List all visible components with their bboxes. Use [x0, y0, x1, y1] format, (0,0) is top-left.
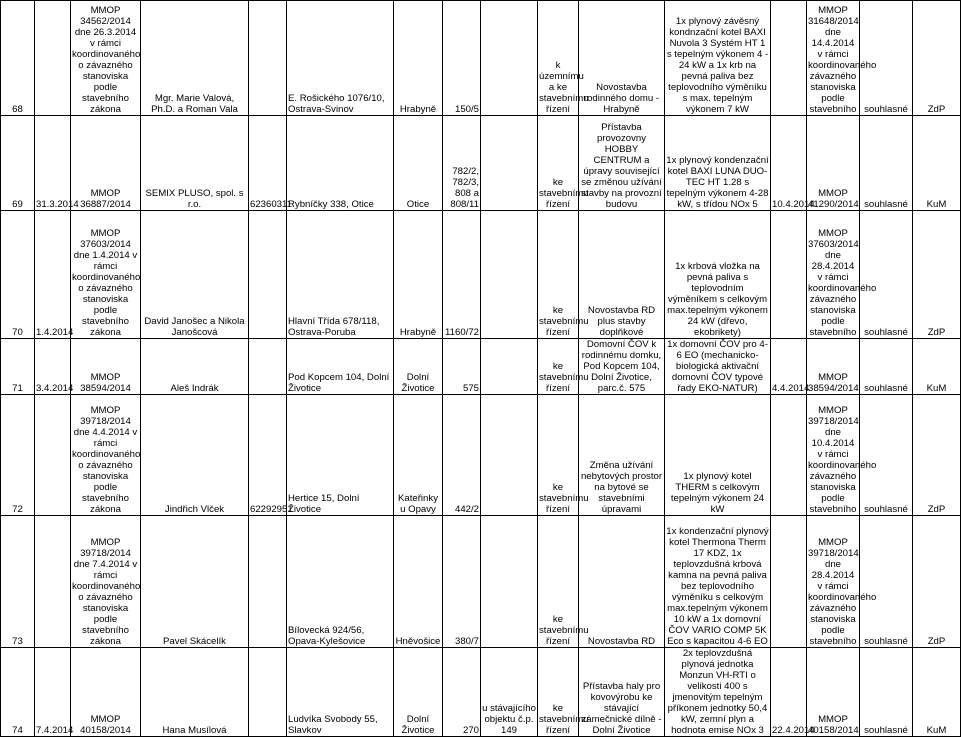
applicant-address-cell: Pod Kopcem 104, Dolní Životice	[287, 339, 394, 395]
document-number-cell: MMOP 36887/2014	[71, 116, 141, 211]
applicant-address-cell: Hlavní Třída 678/118, Ostrava-Poruba	[287, 211, 394, 339]
source-equipment-cell: 1x kondenzační plynový kotel Thermona Therm 17 KDZ, 1x teplovzdušná krbová kamna na pevná paliva bez teplovodního výměníku s celkovým max.tepelným výkonem 10 kW a 1x domovní ČOV VARIO COMP 5K Eco s kapacitou 4-6 EO	[665, 516, 771, 648]
row-number-cell: 69	[1, 116, 35, 211]
parcel-note-cell	[481, 116, 538, 211]
decision-status-cell: souhlasné	[860, 211, 913, 339]
parcel-number-cell: 150/5	[443, 1, 481, 116]
document-number-cell: MMOP 38594/2014	[71, 339, 141, 395]
procedure-type-cell: ke stavebnímu řízení	[538, 516, 579, 648]
document-number-cell: MMOP 37603/2014 dne 1.4.2014 v rámci koordinovaného o závazného stanoviska podle stavebního zákona	[71, 211, 141, 339]
applicant-address-cell: Ludvíka Svobody 55, Slavkov	[287, 648, 394, 737]
row-number-cell: 72	[1, 395, 35, 516]
document-number-cell: MMOP 39718/2014 dne 4.4.2014 v rámci koordinovaného o závazného stanoviska podle stavebního zákona	[71, 395, 141, 516]
source-equipment-cell: 2x teplovzdušná plynová jednotka Monzun VH-RTI o velikosti 400 s jmenovitým tepelným příkonem jednotky 50,4 kW, zemní plyn a hodnota emise NOx 3	[665, 648, 771, 737]
parcel-number-cell: 575	[443, 339, 481, 395]
statement-document-cell: MMOP 31648/2014 dne 14.4.2014 v rámci koordinovaného závazného stanoviska podle stavebního	[807, 1, 860, 116]
registration-date-cell: 7.4.2014	[35, 648, 71, 737]
source-equipment-cell: 1x plynový závěsný kondnzační kotel BAXI Nuvola 3 Systém HT 1 s tepelným výkonem 4 - 24 kW a 1x krb na pevná paliva bez teplovodního výměníku s max. tepelným výkonem 7 kW	[665, 1, 771, 116]
statement-date-cell: 22.4.2014	[771, 648, 807, 737]
cadastral-area-cell: Hrabyně	[394, 1, 443, 116]
construction-subject-cell: Přístavba provozovny HOBBY CENTRUM a úpravy související se změnou užívání stavby na provozní budovu	[579, 116, 665, 211]
table-row	[1, 516, 961, 648]
parcel-note-cell	[481, 211, 538, 339]
cadastral-area-cell: Otice	[394, 116, 443, 211]
procedure-type-cell: ke stavebnímu řízení	[538, 648, 579, 737]
procedure-type-cell: ke stavebnímu řízení	[538, 116, 579, 211]
registration-date-cell	[35, 395, 71, 516]
applicant-id-cell	[249, 516, 287, 648]
procedure-type-cell: ke stavebnímu řízení	[538, 339, 579, 395]
row-number-cell: 73	[1, 516, 35, 648]
department-code-cell: KuM	[913, 648, 961, 737]
row-number-cell: 68	[1, 1, 35, 116]
table-row	[1, 395, 961, 516]
document-number-cell: MMOP 40158/2014	[71, 648, 141, 737]
cadastral-area-cell: Hněvošice	[394, 516, 443, 648]
applicant-id-cell	[249, 211, 287, 339]
table-row	[1, 1, 961, 116]
table-row	[1, 339, 961, 395]
statement-document-cell: MMOP 39718/2014 dne 10.4.2014 v rámci koordinovaného závazného stanoviska podle stavebního	[807, 395, 860, 516]
applicant-address-cell: Bílovecká 924/56, Opava-Kylešovice	[287, 516, 394, 648]
parcel-number-cell: 380/7	[443, 516, 481, 648]
parcel-number-cell: 782/2, 782/3, 808 a 808/11	[443, 116, 481, 211]
department-code-cell: KuM	[913, 339, 961, 395]
parcel-note-cell: u stávajícího objektu č.p. 149	[481, 648, 538, 737]
department-code-cell: ZdP	[913, 211, 961, 339]
statement-document-cell: MMOP 40158/2014	[807, 648, 860, 737]
source-equipment-cell: 1x plynový kondenzační kotel BAXI LUNA DUO-TEC HT 1.28 s tepelným výkonem 4-28 kW, s třídou NOx 5	[665, 116, 771, 211]
parcel-number-cell: 1160/72	[443, 211, 481, 339]
decision-status-cell: souhlasné	[860, 339, 913, 395]
row-number-cell: 70	[1, 211, 35, 339]
construction-subject-cell: Novostavba RD	[579, 516, 665, 648]
register-body	[1, 1, 961, 737]
statement-document-cell: MMOP 38594/2014	[807, 339, 860, 395]
source-equipment-cell: 1x plynový kotel THERM s celkovým tepelným výkonem 24 kW	[665, 395, 771, 516]
source-equipment-cell: 1x domovní ČOV pro 4-6 EO (mechanicko-biologická aktivační domovní ČOV typové řady EKO-NATUR)	[665, 339, 771, 395]
statement-document-cell: MMOP 37603/2014 dne 28.4.2014 v rámci koordinovaného závazného stanoviska podle stavebního	[807, 211, 860, 339]
cadastral-area-cell: Dolní Životice	[394, 339, 443, 395]
applicant-id-cell	[249, 648, 287, 737]
applicant-name-cell: David Janošec a Nikola Janošcová	[141, 211, 249, 339]
construction-subject-cell: Novostavba RD plus stavby doplňkové	[579, 211, 665, 339]
applicant-address-cell: Rybníčky 338, Otice	[287, 116, 394, 211]
applicant-name-cell: SEMIX PLUSO, spol. s r.o.	[141, 116, 249, 211]
table-row	[1, 116, 961, 211]
department-code-cell: ZdP	[913, 395, 961, 516]
row-number-cell: 74	[1, 648, 35, 737]
applicant-name-cell: Mgr. Marie Valová, Ph.D. a Roman Vala	[141, 1, 249, 116]
construction-subject-cell: Přístavba haly pro kovovýrobu ke stávající zámečnické dílně - Dolní Životice	[579, 648, 665, 737]
registration-date-cell: 3.4.2014	[35, 339, 71, 395]
statement-document-cell: MMOP 39718/2014 dne 28.4.2014 v rámci koordinovaného závazného stanoviska podle stavebního	[807, 516, 860, 648]
decision-status-cell: souhlasné	[860, 516, 913, 648]
applicant-address-cell: Hertice 15, Dolní Životice	[287, 395, 394, 516]
department-code-cell: KuM	[913, 116, 961, 211]
cadastral-area-cell: Kateřinky u Opavy	[394, 395, 443, 516]
applicant-id-cell: 62292951	[249, 395, 287, 516]
department-code-cell: ZdP	[913, 516, 961, 648]
table-row	[1, 648, 961, 737]
statement-date-cell	[771, 211, 807, 339]
parcel-note-cell	[481, 395, 538, 516]
applicant-id-cell: 62360311	[249, 116, 287, 211]
decision-status-cell: souhlasné	[860, 648, 913, 737]
applicant-id-cell	[249, 339, 287, 395]
applicant-address-cell: E. Rošického 1076/10, Ostrava-Svinov	[287, 1, 394, 116]
parcel-note-cell	[481, 339, 538, 395]
registration-date-cell	[35, 516, 71, 648]
cadastral-area-cell: Hrabyně	[394, 211, 443, 339]
registration-date-cell: 31.3.2014	[35, 116, 71, 211]
decision-status-cell: souhlasné	[860, 1, 913, 116]
department-code-cell: ZdP	[913, 1, 961, 116]
document-number-cell: MMOP 34562/2014 dne 26.3.2014 v rámci koordinovaného o závazného stanoviska podle stavebního zákona	[71, 1, 141, 116]
registration-date-cell	[35, 1, 71, 116]
statement-date-cell: 10.4.2014	[771, 116, 807, 211]
source-equipment-cell: 1x krbová vložka na pevná paliva s teplovodním výměníkem s celkovým max.tepelným výkonem 24 kW (dřevo, ekobrikety)	[665, 211, 771, 339]
cadastral-area-cell: Dolní Životice	[394, 648, 443, 737]
parcel-note-cell	[481, 1, 538, 116]
procedure-type-cell: ke stavebnímu řízení	[538, 395, 579, 516]
construction-subject-cell: Domovní ČOV k rodinnému domku, Pod Kopcem 104, Dolní Životice, parc.č. 575	[579, 339, 665, 395]
parcel-number-cell: 270	[443, 648, 481, 737]
construction-subject-cell: Změna užívání nebytových prostor na bytové se stavebními úpravami	[579, 395, 665, 516]
decision-status-cell: souhlasné	[860, 395, 913, 516]
applicant-id-cell	[249, 1, 287, 116]
decision-status-cell: souhlasné	[860, 116, 913, 211]
applicant-name-cell: Aleš Indrák	[141, 339, 249, 395]
table-row	[1, 211, 961, 339]
procedure-type-cell: ke stavebnímu řízení	[538, 211, 579, 339]
parcel-note-cell	[481, 516, 538, 648]
statement-date-cell	[771, 516, 807, 648]
registration-date-cell: 1.4.2014	[35, 211, 71, 339]
document-number-cell: MMOP 39718/2014 dne 7.4.2014 v rámci koordinovaného o závazného stanoviska podle stavebního zákona	[71, 516, 141, 648]
statement-document-cell: MMOP 41290/2014	[807, 116, 860, 211]
applicant-name-cell: Hana Musílová	[141, 648, 249, 737]
statement-date-cell	[771, 1, 807, 116]
statement-date-cell	[771, 395, 807, 516]
applicant-name-cell: Pavel Skácelík	[141, 516, 249, 648]
statement-date-cell: 4.4.2014	[771, 339, 807, 395]
construction-subject-cell: Novostavba rodinného domu - Hrabyně	[579, 1, 665, 116]
row-number-cell: 71	[1, 339, 35, 395]
applicant-name-cell: Jindřich Vlček	[141, 395, 249, 516]
parcel-number-cell: 442/2	[443, 395, 481, 516]
procedure-type-cell: k územnímu a ke stavebnímu řízení	[538, 1, 579, 116]
